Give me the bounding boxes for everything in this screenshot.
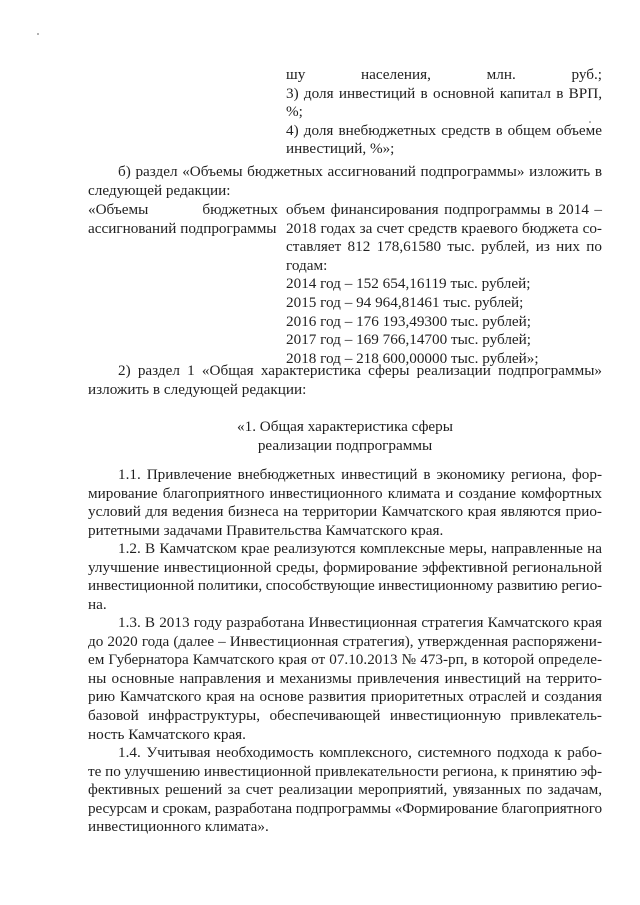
budget-text-line: 2016 год – 176 193,49300 тыс. рублей;	[286, 312, 531, 330]
paragraph-1-4-line: инвестиционного климата».	[88, 818, 269, 836]
paragraph-1-3-line: 1.3. В 2013 году разработана Инвестиционная стратегия Камчатского края	[118, 614, 602, 631]
paragraph-1-2-line: инвестиционной политики, способствующие инвестиционному развитию регио-	[88, 577, 602, 595]
paragraph-1-3-line: ны основные направления и механизмы привлечения инвестиций на террито-	[88, 669, 602, 687]
intro-list-line: инвестиций, %»;	[286, 140, 395, 158]
budget-text-line: годам:	[286, 256, 328, 274]
budget-text-line: 2018 год – 218 600,00000 тыс. рублей»;	[286, 349, 539, 367]
intro-list-line: шу населения, млн. руб.;	[286, 66, 602, 83]
paragraph-1-4-line: ресурсам и срокам, разработана подпрограммы «Формирование благоприятного	[88, 799, 602, 817]
paragraph-1-1-line: мирование благоприятного инвестиционного климата и создание комфортных	[88, 484, 602, 502]
budget-text-line: 2015 год – 94 964,81461 тыс. рублей;	[286, 294, 524, 311]
scan-dot	[37, 33, 39, 35]
paragraph-1-1-line: ритетными задачами Правительства Камчатского края.	[88, 521, 444, 539]
paragraph-1-2-line: улучшение инвестиционной среды, формирование эффективной региональной	[88, 558, 602, 576]
paragraph-1-3-line: до 2020 года (далее – Инвестиционная стратегия), утвержденная распоряжени-	[88, 632, 602, 650]
budget-label-line: ассигнований подпрограммы	[88, 219, 277, 237]
section-heading-line: реализации подпрограммы	[257, 436, 433, 454]
budget-text-line: 2018 годах за счет средств краевого бюджета со-	[286, 219, 602, 237]
section-2-line: изложить в следующей редакции:	[88, 380, 307, 398]
paragraph-1-2-line: 1.2. В Камчатском крае реализуются комплексные меры, направленные на	[118, 540, 602, 557]
intro-list-line: 4) доля внебюджетных средств в общем объеме	[286, 121, 602, 139]
paragraph-1-2-line: на.	[88, 595, 107, 613]
paragraph-1-4-line: фективных решений за счет реализации мероприятий, увязанных по задачам,	[88, 781, 602, 799]
section-b-line: следующей редакции:	[88, 181, 231, 199]
paragraph-1-1-line: условий для ведения бизнеса на территории Камчатского края являются прио-	[88, 503, 602, 521]
section-2-line: 2) раздел 1 «Общая характеристика сферы реализации подпрограммы»	[118, 362, 602, 379]
budget-label-line: «Объемы бюджетных	[88, 201, 278, 218]
paragraph-1-3-line: базовой инфраструктуры, обеспечивающей инвестиционную привлекатель-	[88, 707, 602, 724]
budget-text-line: 2014 год – 152 654,16119 тыс. рублей;	[286, 275, 531, 293]
budget-text-line: 2017 год – 169 766,14700 тыс. рублей;	[286, 331, 531, 349]
intro-list-line: %;	[286, 103, 303, 121]
paragraph-1-1-line: 1.1. Привлечение внебюджетных инвестиций в экономику региона, фор-	[118, 466, 602, 483]
paragraph-1-3-line: ем Губернатора Камчатского края от 07.10.2013 № 473-рп, в которой определе-	[88, 651, 602, 669]
budget-text-line: ставляет 812 178,61580 тыс. рублей, из них по	[286, 238, 602, 256]
budget-text-line: объем финансирования подпрограммы в 2014 –	[286, 201, 602, 218]
paragraph-1-4-line: 1.4. Учитывая необходимость комплексного, системного подхода к рабо-	[118, 744, 602, 761]
paragraph-1-3-line: ность Камчатского края.	[88, 725, 246, 743]
intro-list-line: 3) доля инвестиций в основной капитал в ВРП,	[286, 84, 602, 102]
paragraph-1-3-line: рию Камчатского края на основе развития приоритетных отраслей и создания	[88, 688, 602, 706]
section-b-line: б) раздел «Объемы бюджетных ассигнований подпрограммы» изложить в	[118, 163, 602, 180]
paragraph-1-4-line: те по улучшению инвестиционной привлекательности региона, к принятию эф-	[88, 762, 602, 780]
section-heading-line: «1. Общая характеристика сферы	[237, 418, 453, 435]
